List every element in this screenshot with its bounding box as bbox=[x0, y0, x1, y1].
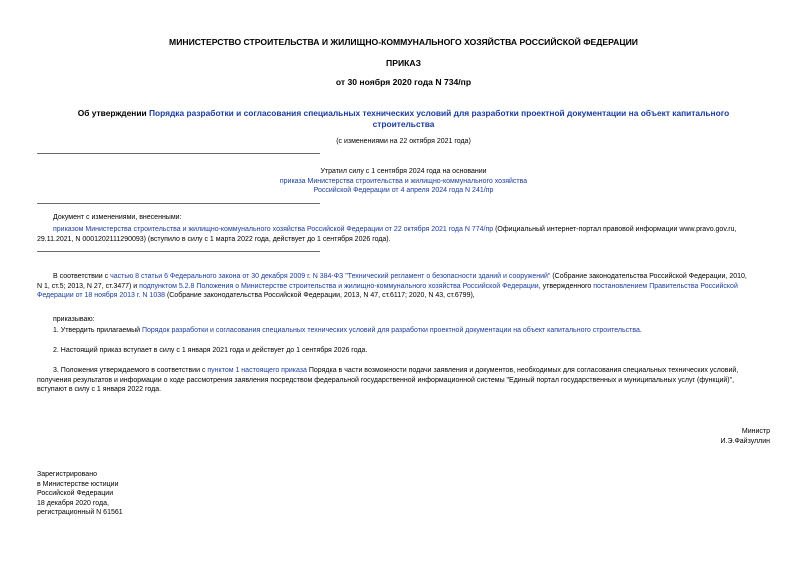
preamble-link-decree-cont[interactable]: Федерации от 18 ноября 2013 г. N 1038 bbox=[37, 292, 166, 299]
expired-line1: Утратил силу с 1 сентября 2024 года на основании bbox=[320, 168, 487, 175]
edition-note: (с изменениями на 22 октября 2021 года) bbox=[336, 138, 471, 145]
item-3 bbox=[37, 366, 772, 395]
registration-line: в Министерстве юстиции bbox=[37, 480, 119, 488]
expired-notice bbox=[0, 167, 807, 196]
preamble-t5: (Собрание законодательства Российской Федерации, 2013, N 47, ст.6117; 2020, N 43, ст.6799), bbox=[165, 292, 475, 299]
item-1-end: . bbox=[639, 327, 642, 334]
amendments-text bbox=[37, 225, 772, 244]
divider bbox=[37, 251, 320, 252]
registration-line: регистрационный N 61561 bbox=[37, 509, 123, 516]
preamble-paragraph bbox=[37, 272, 772, 301]
expired-link-cont[interactable]: Российской Федерации от 4 апреля 2024 года N 241/пр bbox=[313, 187, 494, 194]
item-3-link[interactable]: пунктом 1 настоящего приказа bbox=[207, 367, 307, 374]
registration-line: 18 декабря 2020 года, bbox=[37, 499, 109, 507]
preamble-t1: В соответствии с bbox=[53, 273, 111, 280]
item-3-line3: вступают в силу с 1 января 2022 года. bbox=[37, 386, 162, 393]
amendments-rest: (Официальный интернет-портал правовой информации www.pravo.gov.ru, bbox=[493, 226, 737, 233]
item-2: 2. Настоящий приказ вступает в силу с 1 января 2021 года и действует до 1 сентября 2026 года. bbox=[53, 347, 368, 354]
registration-line: Российской Федерации bbox=[37, 490, 114, 497]
title-prefix: Об утверждении bbox=[77, 108, 149, 118]
amendments-link[interactable]: приказом Министерства строительства и жилищно-коммунального хозяйства Российской Федерации от 22 октября 2021 года N 774/пр bbox=[53, 226, 494, 233]
signature-position: Министр bbox=[741, 428, 770, 435]
title-link-cont[interactable]: строительства bbox=[372, 119, 435, 129]
ministry-heading: МИНИСТЕРСТВО СТРОИТЕЛЬСТВА И ЖИЛИЩНО-КОММУНАЛЬНОГО ХОЗЯЙСТВА РОССИЙСКОЙ ФЕДЕРАЦИИ bbox=[169, 37, 638, 47]
preamble-t3: N 1, ст.5; 2013, N 27, ст.3477) и bbox=[37, 282, 140, 290]
item-1 bbox=[53, 326, 642, 336]
signature-name: И.Э.Файзуллин bbox=[720, 437, 770, 445]
preamble-link-law[interactable]: частью 8 статьи 6 Федерального закона от 30 декабря 2009 г. N 384-ФЗ "Технический регламент о безопасности зданий и сооружений" bbox=[110, 273, 551, 280]
preamble-link-decree[interactable]: постановлением Правительства Российской bbox=[593, 282, 738, 290]
doc-type-heading: ПРИКАЗ bbox=[386, 58, 421, 68]
order-word: приказываю: bbox=[53, 316, 95, 323]
divider bbox=[37, 153, 320, 154]
registration-block bbox=[37, 470, 123, 518]
expired-link[interactable]: приказа Министерства строительства и жилищно-коммунального хозяйства bbox=[279, 177, 528, 185]
item-1-link[interactable]: Порядок разработки и согласования специальных технических условий для разработки проектной документации на объект капитального строительства bbox=[141, 327, 640, 334]
doc-date-heading: от 30 ноября 2020 года N 734/пр bbox=[335, 77, 472, 87]
item-1-text: 1. Утвердить прилагаемый bbox=[53, 327, 142, 334]
registration-line: Зарегистрировано bbox=[37, 471, 97, 478]
item-3-text: 3. Положения утверждаемого в соответствии с bbox=[53, 367, 208, 374]
document-title bbox=[0, 108, 807, 130]
divider bbox=[37, 203, 320, 204]
signature-block bbox=[721, 427, 771, 446]
title-link[interactable]: Порядка разработки и согласования специальных технических условий для разработки проектной документации на объект капитального bbox=[148, 108, 730, 118]
amendments-label: Документ с изменениями, внесенными: bbox=[53, 214, 182, 221]
item-3-rest: Порядка в части возможности подачи заявления и документов, необходимых для согласования специальных технических условий, bbox=[306, 367, 739, 374]
item-3-line2: получения результатов и информации о ходе рассмотрения заявления посредством федеральной государственной информационной системы "Единый портал государственных и муниципальных услуг (функций)", bbox=[37, 376, 735, 384]
preamble-t4: , утвержденного bbox=[538, 282, 594, 290]
amendments-line2: 29.11.2021, N 0001202111290093) (вступило в силу с 1 марта 2022 года, действует до 1 сентября 2026 года). bbox=[37, 235, 391, 243]
preamble-t2: (Собрание законодательства Российской Федерации, 2010, bbox=[550, 273, 747, 280]
preamble-link-regulation[interactable]: подпунктом 5.2.8 Положения о Министерстве строительства и жилищно-коммунального хозяйства Российской Федерации bbox=[139, 282, 539, 290]
